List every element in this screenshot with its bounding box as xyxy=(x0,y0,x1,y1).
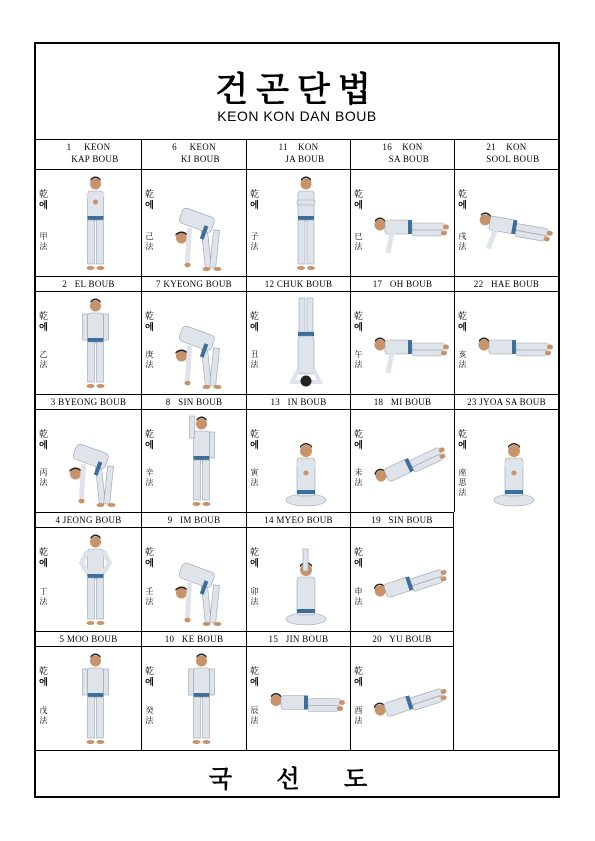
side-korean-mark: 에 xyxy=(458,441,467,451)
pose-figure xyxy=(52,410,139,512)
pose-cell xyxy=(246,276,350,394)
pose-figure xyxy=(471,170,557,276)
pose-photo xyxy=(158,647,245,750)
pose-cell xyxy=(141,512,246,631)
pose-label: 23 JYOA SA BOUB xyxy=(467,397,546,407)
side-hanja-name: 子 法 xyxy=(250,232,259,251)
side-korean-mark: 에 xyxy=(145,559,154,569)
pose-cell xyxy=(246,631,350,750)
side-hanja-top: 乾 xyxy=(144,190,154,200)
pose-cell xyxy=(141,394,246,512)
pose-figure xyxy=(52,170,139,276)
side-hanja-name: 癸 法 xyxy=(145,706,154,725)
pose-figure xyxy=(263,528,349,631)
side-hanja-top: 乾 xyxy=(144,312,154,322)
side-korean-mark: 에 xyxy=(39,559,48,569)
side-hanja-name: 寅 法 xyxy=(250,468,259,487)
pose-cell xyxy=(350,276,454,394)
pose-label: 17 OH BOUB xyxy=(372,279,433,289)
pose-figure xyxy=(158,292,245,394)
side-hanja-name: 丑 法 xyxy=(250,350,259,369)
pose-figure xyxy=(158,410,245,512)
pose-photo xyxy=(158,170,245,276)
pose-label: 8 SIN BOUB xyxy=(165,397,223,407)
pose-label: 9 IM BOUB xyxy=(167,515,221,525)
pose-label: 13 IN BOUB xyxy=(270,397,327,407)
pose-figure xyxy=(367,528,453,631)
poster-title-korean: 건곤단법 xyxy=(215,70,379,110)
pose-photo xyxy=(367,647,453,750)
pose-figure xyxy=(263,647,349,750)
pose-figure xyxy=(471,410,557,512)
side-hanja-top: 乾 xyxy=(38,430,48,440)
pose-photo xyxy=(263,528,349,631)
pose-figure xyxy=(263,292,349,394)
side-hanja-top: 乾 xyxy=(457,430,467,440)
side-hanja-name: 壬 法 xyxy=(145,587,154,606)
pose-label: 3 BYEONG BOUB xyxy=(50,397,127,407)
side-hanja-name: 己 法 xyxy=(145,232,154,251)
pose-figure xyxy=(471,292,557,394)
pose-figure xyxy=(52,292,139,394)
pose-photo xyxy=(52,170,139,276)
side-hanja-top: 乾 xyxy=(353,667,363,677)
side-hanja-top: 乾 xyxy=(38,667,48,677)
side-hanja-top: 乾 xyxy=(353,190,363,200)
side-hanja-name: 未 法 xyxy=(354,468,363,487)
pose-cell xyxy=(141,276,246,394)
pose-cell xyxy=(246,512,350,631)
pose-photo xyxy=(263,647,349,750)
pose-label: 10 KE BOUB xyxy=(164,634,224,644)
side-hanja-top: 乾 xyxy=(457,190,467,200)
pose-photo xyxy=(52,528,139,631)
side-hanja-name: 巳 法 xyxy=(354,232,363,251)
side-hanja-top: 乾 xyxy=(249,312,259,322)
pose-cell xyxy=(350,139,454,276)
pose-photo xyxy=(158,292,245,394)
side-hanja-top: 乾 xyxy=(249,667,259,677)
side-hanja-name: 申 法 xyxy=(354,587,363,606)
pose-label: 14 MYEO BOUB xyxy=(264,515,333,525)
pose-cell xyxy=(350,512,454,631)
pose-label: 7 KYEONG BOUB xyxy=(156,279,232,289)
side-hanja-top: 乾 xyxy=(249,430,259,440)
pose-figure xyxy=(367,292,453,394)
side-korean-mark: 에 xyxy=(145,201,154,211)
side-korean-mark: 에 xyxy=(145,441,154,451)
poster-title-english: KEON KON DAN BOUB xyxy=(217,108,377,124)
pose-cell xyxy=(246,139,350,276)
pose-figure xyxy=(52,528,139,631)
side-hanja-top: 乾 xyxy=(38,190,48,200)
pose-cell xyxy=(246,394,350,512)
side-korean-mark: 에 xyxy=(145,323,154,333)
pose-label: 22 HAE BOUB xyxy=(473,279,540,289)
side-korean-mark: 에 xyxy=(250,201,259,211)
pose-figure xyxy=(263,410,349,512)
pose-figure xyxy=(52,647,139,750)
side-hanja-name: 座 思 法 xyxy=(458,468,467,497)
side-korean-mark: 에 xyxy=(39,441,48,451)
pose-photo xyxy=(471,410,557,512)
side-hanja-top: 乾 xyxy=(353,430,363,440)
pose-label: 11 KON JA BOUB xyxy=(278,142,325,164)
side-hanja-name: 庚 法 xyxy=(145,350,154,369)
pose-photo xyxy=(471,292,557,394)
pose-figure xyxy=(158,170,245,276)
pose-cell xyxy=(454,276,558,394)
pose-cell xyxy=(36,631,141,750)
pose-figure xyxy=(263,170,349,276)
pose-label: 6 KEON KI BOUB xyxy=(172,142,220,164)
pose-photo xyxy=(52,647,139,750)
side-korean-mark: 에 xyxy=(250,323,259,333)
side-korean-mark: 에 xyxy=(458,201,467,211)
side-korean-mark: 에 xyxy=(39,323,48,333)
pose-cell xyxy=(36,276,141,394)
side-hanja-name: 丙 法 xyxy=(39,468,48,487)
pose-figure xyxy=(367,170,453,276)
side-korean-mark: 에 xyxy=(250,678,259,688)
pose-label: 12 CHUK BOUB xyxy=(264,279,333,289)
side-korean-mark: 에 xyxy=(354,678,363,688)
side-hanja-name: 甲 法 xyxy=(39,232,48,251)
side-hanja-name: 卯 法 xyxy=(250,587,259,606)
pose-figure xyxy=(367,647,453,750)
pose-cell xyxy=(141,631,246,750)
side-korean-mark: 에 xyxy=(354,441,363,451)
side-korean-mark: 에 xyxy=(354,201,363,211)
side-hanja-name: 酉 法 xyxy=(354,706,363,725)
side-hanja-top: 乾 xyxy=(144,667,154,677)
pose-photo xyxy=(471,170,557,276)
pose-photo xyxy=(158,528,245,631)
side-hanja-name: 乙 法 xyxy=(39,350,48,369)
side-hanja-name: 午 法 xyxy=(354,350,363,369)
pose-label: 19 SIN BOUB xyxy=(371,515,433,525)
pose-cell xyxy=(36,512,141,631)
poster-frame xyxy=(34,42,560,798)
pose-label: 16 KON SA BOUB xyxy=(382,142,430,164)
pose-figure xyxy=(158,528,245,631)
pose-label: 1 KEON KAP BOUB xyxy=(66,142,119,164)
side-hanja-top: 乾 xyxy=(249,190,259,200)
side-korean-mark: 에 xyxy=(39,678,48,688)
side-hanja-top: 乾 xyxy=(457,312,467,322)
pose-cell xyxy=(454,139,558,276)
side-hanja-top: 乾 xyxy=(353,312,363,322)
pose-photo xyxy=(367,528,453,631)
pose-label: 21 KON SOOL BOUB xyxy=(486,142,540,164)
pose-cell xyxy=(350,394,454,512)
pose-figure xyxy=(158,647,245,750)
side-hanja-top: 乾 xyxy=(38,312,48,322)
pose-figure xyxy=(367,410,453,512)
pose-photo xyxy=(52,292,139,394)
side-korean-mark: 에 xyxy=(250,441,259,451)
side-korean-mark: 에 xyxy=(250,559,259,569)
side-hanja-top: 乾 xyxy=(38,548,48,558)
side-hanja-name: 辰 法 xyxy=(250,706,259,725)
pose-label: 20 YU BOUB xyxy=(372,634,432,644)
side-korean-mark: 에 xyxy=(354,559,363,569)
side-hanja-top: 乾 xyxy=(353,548,363,558)
pose-photo xyxy=(158,410,245,512)
side-hanja-name: 丁 法 xyxy=(39,587,48,606)
pose-cell xyxy=(36,394,141,512)
pose-photo xyxy=(263,292,349,394)
side-korean-mark: 에 xyxy=(39,201,48,211)
pose-photo xyxy=(367,292,453,394)
pose-cell xyxy=(350,631,454,750)
side-hanja-top: 乾 xyxy=(249,548,259,558)
pose-photo xyxy=(367,170,453,276)
pose-cell xyxy=(36,139,141,276)
pose-label: 5 MOO BOUB xyxy=(59,634,118,644)
side-korean-mark: 에 xyxy=(145,678,154,688)
pose-photo xyxy=(263,170,349,276)
side-korean-mark: 에 xyxy=(354,323,363,333)
side-hanja-name: 戌 法 xyxy=(458,232,467,251)
pose-cell xyxy=(454,394,558,512)
pose-label: 15 JIN BOUB xyxy=(268,634,329,644)
pose-label: 18 MI BOUB xyxy=(373,397,432,407)
pose-label: 4 JEONG BOUB xyxy=(55,515,122,525)
pose-photo xyxy=(367,410,453,512)
pose-photo xyxy=(263,410,349,512)
side-hanja-top: 乾 xyxy=(144,430,154,440)
side-hanja-name: 亥 法 xyxy=(458,350,467,369)
side-hanja-name: 辛 法 xyxy=(145,468,154,487)
side-hanja-name: 戊 法 xyxy=(39,706,48,725)
footer-divider xyxy=(36,750,558,751)
side-hanja-top: 乾 xyxy=(144,548,154,558)
pose-label: 2 EL BOUB xyxy=(62,279,115,289)
pose-photo xyxy=(52,410,139,512)
side-korean-mark: 에 xyxy=(458,323,467,333)
pose-cell xyxy=(141,139,246,276)
poster-footer: 국 선 도 xyxy=(208,765,386,793)
